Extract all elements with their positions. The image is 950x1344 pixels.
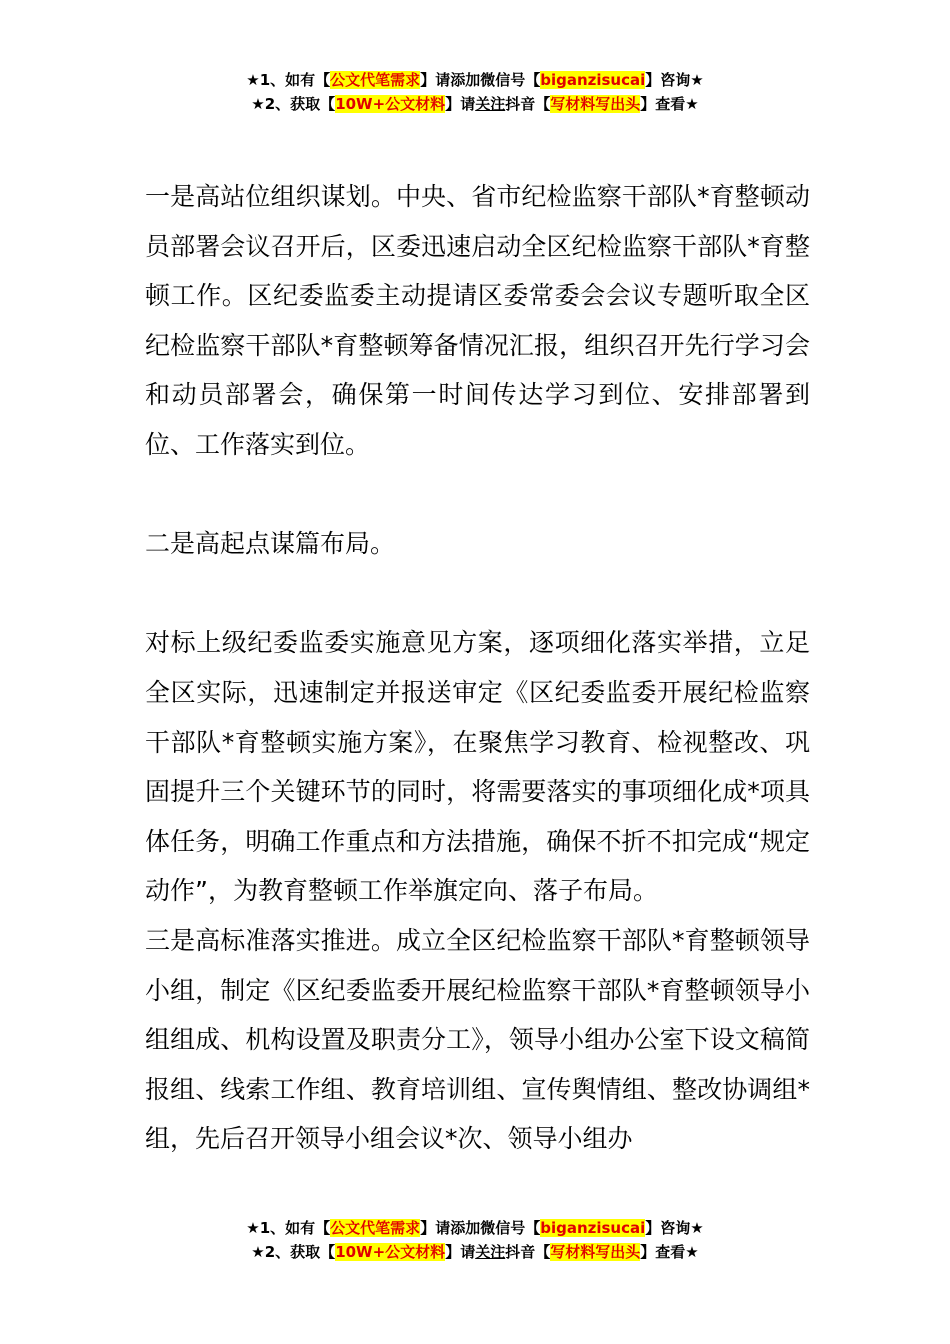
banner-highlight: 公文代笔需求 xyxy=(330,1219,421,1237)
banner-text: 】咨询★ xyxy=(645,71,704,89)
banner-highlight: biganzisucai xyxy=(540,1219,646,1237)
banner-highlight: 写材料写出头 xyxy=(550,95,641,113)
banner-highlight: 10W+公文材料 xyxy=(335,95,446,113)
banner-line-1 xyxy=(0,68,950,92)
banner-text: 】查看★ xyxy=(640,95,699,113)
banner-underline: 关注 xyxy=(475,1243,506,1261)
banner-highlight: 10W+公文材料 xyxy=(335,1243,446,1261)
banner-text: 】请添加微信号【 xyxy=(420,1219,541,1237)
banner-text: ★1、如有【 xyxy=(246,71,331,89)
banner-text: ★1、如有【 xyxy=(246,1219,331,1237)
paragraph-1: 一是高站位组织谋划。中央、省市纪检监察干部队*育整顿动员部署会议召开后，区委迅速启动全区纪检监察干部队*育整顿工作。区纪委监委主动提请区委常委会会议专题听取全区纪检监察干部队*育整顿筹备情况汇报，组织召开先行学习会和动员部署会，确保第一时间传达学习到位、安排部署到位、工作落实到位。 xyxy=(145,182,810,459)
banner-highlight: biganzisucai xyxy=(540,71,646,89)
banner-text: ★2、获取【 xyxy=(251,95,336,113)
banner-text: 抖音【 xyxy=(505,1243,551,1261)
paragraph-gap xyxy=(145,470,810,520)
banner-text: 】请 xyxy=(445,95,476,113)
banner-highlight: 写材料写出头 xyxy=(550,1243,641,1261)
paragraph-3: 对标上级纪委监委实施意见方案，逐项细化落实举措，立足全区实际，迅速制定并报送审定《区纪委监委开展纪检监察干部队*育整顿实施方案》，在聚焦学习教育、检视整改、巩固提升三个关键环节的同时，将需要落实的事项细化成*项具体任务，明确工作重点和方法措施，确保不折不扣完成“规定动作”，为教育整顿工作举旗定向、落子布局。 xyxy=(145,628,810,906)
banner-underline: 关注 xyxy=(475,95,506,113)
banner-text: 】咨询★ xyxy=(645,1219,704,1237)
footer-banner xyxy=(0,1216,950,1264)
banner-text: 】查看★ xyxy=(640,1243,699,1261)
paragraph-4: 三是高标准落实推进。成立全区纪检监察干部队*育整顿领导小组，制定《区纪委监委开展纪检监察干部队*育整顿领导小组组成、机构设置及职责分工》，领导小组办公室下设文稿简报组、线索工作组、教育培训组、宣传舆情组、整改协调组*组，先后召开领导小组会议*次、领导小组办 xyxy=(145,925,810,1154)
paragraph-2: 二是高起点谋篇布局。 xyxy=(145,529,396,559)
banner-text: 抖音【 xyxy=(505,95,551,113)
document-body xyxy=(145,172,810,1208)
paragraph-gap xyxy=(145,569,810,619)
banner-text: ★2、获取【 xyxy=(251,1243,336,1261)
banner-line-1 xyxy=(0,1216,950,1240)
banner-highlight: 公文代笔需求 xyxy=(330,71,421,89)
banner-text: 】请 xyxy=(445,1243,476,1261)
header-banner xyxy=(0,68,950,116)
banner-line-2 xyxy=(0,92,950,116)
banner-text: 】请添加微信号【 xyxy=(420,71,541,89)
banner-line-2 xyxy=(0,1240,950,1264)
